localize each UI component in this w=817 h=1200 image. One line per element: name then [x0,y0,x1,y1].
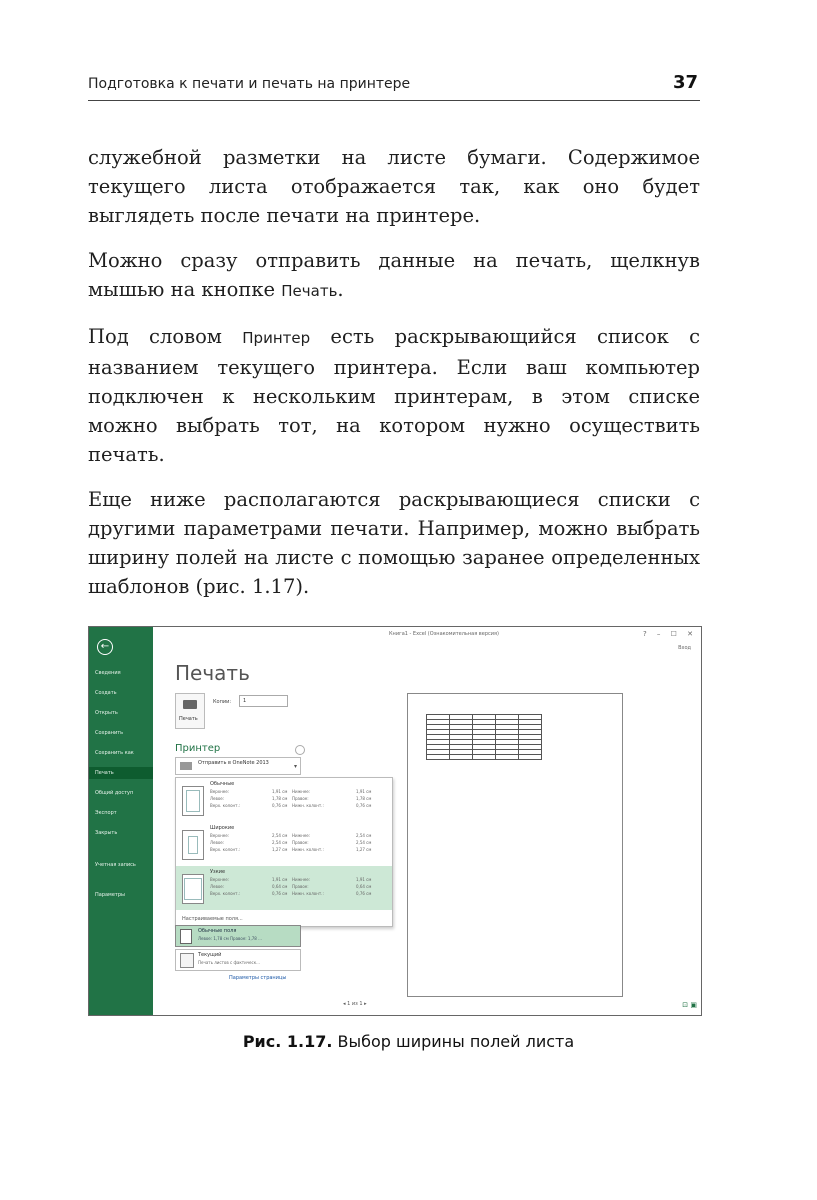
window-controls[interactable]: ? – ☐ ✕ [642,630,697,638]
printer-dropdown[interactable] [175,757,301,775]
margin-option-name: Обычные [210,781,235,787]
margin-right-label: Правое: [292,840,309,845]
copies-label: Копии: [213,699,232,705]
chevron-down-icon: ▾ [293,763,297,770]
info-icon[interactable] [295,745,305,755]
margin-bottom-label: Нижнее: [292,877,311,882]
margin-left-label: Левое: [210,884,225,889]
margin-right-value: 0,64 см [356,884,372,889]
margin-bottom-value: 1,91 см [356,789,372,794]
margin-left-label: Левое: [210,840,225,845]
sidebar-item-options[interactable]: Параметры [95,892,125,898]
margin-thumbnail-icon [182,874,204,904]
margin-header-value: 0,76 см [272,803,288,808]
ui-term-printer: Принтер [242,329,311,347]
caption-text: Выбор ширины полей листа [332,1032,575,1051]
custom-margins-link[interactable]: Настраиваемые поля... [182,916,243,922]
paragraph-3 [88,322,700,469]
back-arrow-icon[interactable]: ← [97,639,113,655]
margin-option-name: Широкие [210,825,235,831]
margin-left-value: 1,78 см [272,796,288,801]
body-text [88,143,700,617]
margin-option-wide[interactable] [176,822,392,866]
paragraph-3-text: есть раскрывающийся список с названием текущего принтера. Если ваш компьютер подключен к нескольким принтерам, в этом списке можно выбрать тот, на котором нужно осуществить печать. [88,325,700,466]
printer-name: Отправить в OneNote 2013 [198,760,269,766]
print-heading: Печать [175,661,250,685]
margin-top-value: 1,91 см [272,789,288,794]
paragraph-1: служебной разметки на листе бумаги. Содержимое текущего листа отображается так, как оно будет выглядеть после печати на принтере. [88,146,700,227]
page-number: 37 [672,72,698,93]
scaling-dropdown-subtitle: Печать листов с фактическ... [198,960,260,965]
margins-dropdown-title: Обычные поля [198,928,237,934]
margin-top-label: Верхнее: [210,789,229,794]
margin-footer-label: Нижн. колонт.: [292,891,324,896]
margin-bottom-value: 1,91 см [356,877,372,882]
page-navigator[interactable]: ◂ 1 из 1 ▸ [343,1001,367,1007]
scaling-icon [180,953,194,968]
sidebar-item-save[interactable]: Сохранить [95,730,124,736]
preview-table [426,714,542,760]
sidebar-item-save-as[interactable]: Сохранить как [95,750,134,756]
margin-thumbnail-icon [182,830,204,860]
paragraph-4: Еще ниже располагаются раскрывающиеся списки с другими параметрами печати. Например, можно выбрать ширину полей на листе с помощью заранее определенных шаблонов (рис. 1.17). [88,488,700,598]
paragraph-2-text: Можно сразу отправить данные на печать, щелкнув мышью на кнопке [88,249,700,301]
window-title: Книга1 - Excel (Ознакомительная версия) [389,631,499,637]
margin-right-value: 2,54 см [356,840,372,845]
scaling-dropdown[interactable] [175,949,301,971]
margin-top-value: 2,54 см [272,833,288,838]
page-setup-link[interactable]: Параметры страницы [229,975,287,981]
margin-footer-value: 0,76 см [356,891,372,896]
zoom-icons[interactable]: ⊡ ▣ [682,1001,697,1009]
margin-left-value: 2,54 см [272,840,288,845]
paragraph-2 [88,246,700,306]
header-title: Подготовка к печати и печать на принтере [88,76,411,92]
ui-term-print: Печать [281,282,338,300]
sidebar-item-share[interactable]: Общий доступ [95,790,134,796]
margin-footer-value: 0,76 см [356,803,372,808]
margin-bottom-label: Нижнее: [292,789,311,794]
margin-top-label: Верхнее: [210,833,229,838]
printer-icon [183,700,197,709]
margins-dropdown[interactable] [175,925,301,947]
margin-thumbnail-icon [182,786,204,816]
running-header [88,74,700,101]
margin-footer-label: Нижн. колонт.: [292,803,324,808]
margin-right-label: Правое: [292,884,309,889]
sidebar-item-export[interactable]: Экспорт [95,810,117,816]
printer-small-icon [180,762,192,770]
margin-top-value: 1,91 см [272,877,288,882]
sidebar-item-info[interactable]: Сведения [95,670,121,676]
margin-header-label: Верх. колонт.: [210,891,241,896]
print-button-label: Печать [179,716,198,722]
margin-left-value: 0,64 см [272,884,288,889]
margin-header-value: 1,27 см [272,847,288,852]
paragraph-2-end: . [337,278,344,301]
margin-header-value: 0,76 см [272,891,288,896]
margin-right-value: 1,78 см [356,796,372,801]
printer-heading: Принтер [175,743,221,754]
margins-dropdown-subtitle: Левое: 1,78 см Правое: 1,78 ... [198,936,262,941]
backstage-sidebar [89,627,153,1015]
sidebar-item-close[interactable]: Закрыть [95,830,118,836]
sidebar-item-print[interactable]: Печать [89,767,153,779]
scaling-dropdown-title: Текущий [198,952,222,958]
sidebar-item-open[interactable]: Открыть [95,710,118,716]
margin-bottom-value: 2,54 см [356,833,372,838]
margin-option-normal[interactable] [176,778,392,822]
margin-option-narrow[interactable] [176,866,392,910]
sidebar-item-new[interactable]: Создать [95,690,117,696]
margin-bottom-label: Нижнее: [292,833,311,838]
paragraph-3-start: Под словом [88,325,243,348]
caption-label: Рис. 1.17. [242,1032,333,1051]
margin-left-label: Левое: [210,796,225,801]
figure-caption [0,1032,817,1051]
print-button[interactable] [175,693,205,729]
copies-input[interactable]: 1 [239,695,288,707]
sidebar-item-account[interactable]: Учетная запись [95,862,136,868]
margin-option-name: Узкие [210,869,226,875]
figure-screenshot [88,626,702,1016]
margin-right-label: Правое: [292,796,309,801]
print-preview-page [407,693,623,997]
margins-dropdown-panel [175,777,393,927]
margin-footer-label: Нижн. колонт.: [292,847,324,852]
signin-link[interactable]: Вход [678,645,691,651]
margin-header-label: Верх. колонт.: [210,847,241,852]
margin-top-label: Верхнее: [210,877,229,882]
margin-header-label: Верх. колонт.: [210,803,241,808]
page-margins-icon [180,929,192,944]
margin-footer-value: 1,27 см [356,847,372,852]
